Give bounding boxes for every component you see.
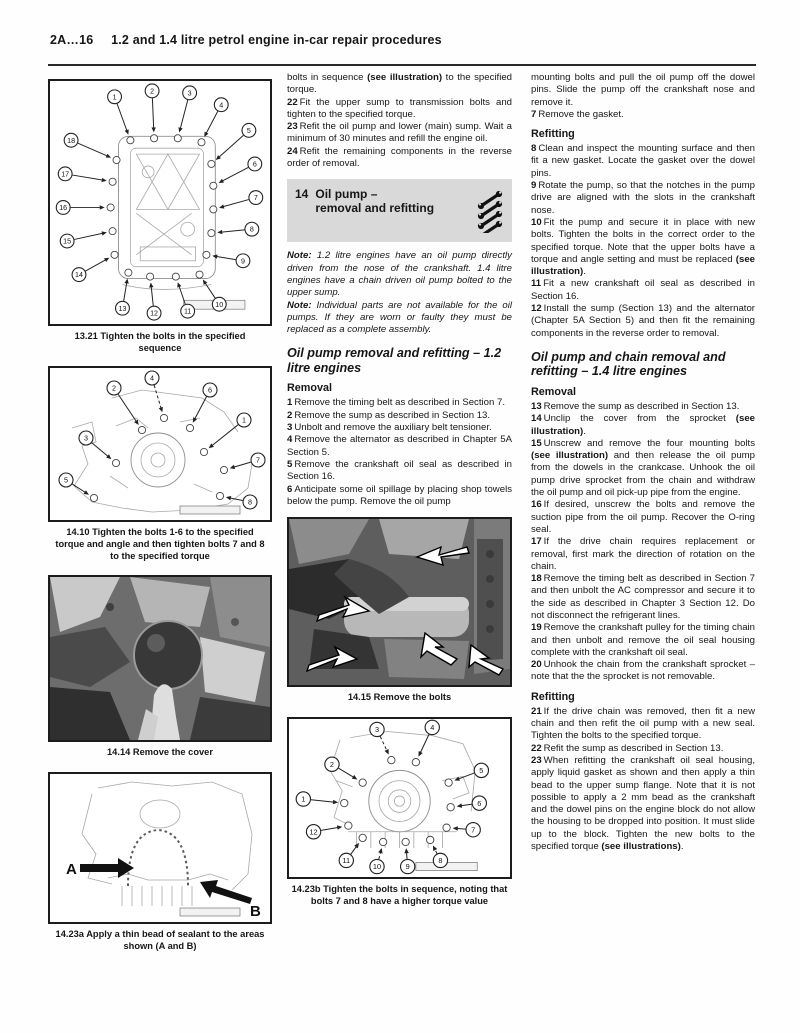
step-paragraph: 4 Remove the alternator as described in Chapter 5A Section 5. bbox=[287, 434, 512, 458]
left-column bbox=[48, 72, 272, 964]
step-paragraph: 20 Unhook the chain from the crankshaft sprocket – note that the the sprocket is not removable. bbox=[531, 659, 755, 683]
svg-text:3: 3 bbox=[84, 433, 88, 443]
svg-text:4: 4 bbox=[219, 101, 224, 110]
step-number: 17 bbox=[531, 536, 542, 548]
svg-text:9: 9 bbox=[240, 257, 245, 266]
svg-text:5: 5 bbox=[479, 766, 484, 776]
photo-remove-cover bbox=[50, 577, 270, 740]
figure-14-23b-caption: 14.23b Tighten the bolts in sequence, noting that bolts 7 and 8 have a higher torque value bbox=[291, 884, 508, 907]
figure-13-21 bbox=[48, 79, 272, 354]
svg-text:10: 10 bbox=[215, 300, 224, 309]
figure-14-14-caption: 14.14 Remove the cover bbox=[107, 747, 213, 757]
middle-column bbox=[287, 72, 512, 919]
step-number: 14 bbox=[531, 413, 542, 425]
svg-text:3: 3 bbox=[187, 89, 192, 98]
step-number: 12 bbox=[531, 303, 542, 315]
step-paragraph: 8 Clean and inspect the mounting surface and then fit a new gasket. Locate the gasket over the dowel pins. bbox=[531, 143, 755, 179]
step-paragraph: 22 Fit the upper sump to transmission bolts and tighten to the specified torque. bbox=[287, 96, 512, 120]
svg-text:12: 12 bbox=[309, 827, 318, 837]
header-rule bbox=[48, 64, 756, 66]
step-number: 10 bbox=[531, 216, 542, 228]
step-paragraph: 23 Refit the oil pump and lower (main) sump. Wait a minimum of 30 minutes and refill the engine oil. bbox=[287, 121, 512, 145]
step-paragraph: 5 Remove the crankshaft oil seal as described in Section 16. bbox=[287, 458, 512, 483]
front-bolt-torque-diagram bbox=[50, 368, 270, 520]
svg-text:2: 2 bbox=[150, 87, 155, 96]
svg-text:14: 14 bbox=[75, 271, 83, 280]
svg-text:8: 8 bbox=[248, 497, 252, 507]
figure-14-23a bbox=[48, 772, 272, 952]
svg-text:1: 1 bbox=[242, 415, 246, 425]
procedure-heading: Refitting bbox=[531, 128, 575, 141]
svg-text:6: 6 bbox=[208, 385, 212, 395]
middle-text-top bbox=[287, 72, 512, 170]
section-title: Oil pump – removal and refitting bbox=[315, 187, 435, 216]
step-number: 9 bbox=[531, 180, 537, 192]
step-paragraph: 21 If the drive chain was removed, then fit a new chain and then refit the oil pump with a new seal. Tighten the bolts to the specified torque. bbox=[531, 705, 755, 742]
section-14-box bbox=[287, 179, 512, 242]
svg-text:7: 7 bbox=[253, 194, 258, 203]
step-paragraph: 6 Anticipate some oil spillage by placing shop towels below the pump. Remove the oil pump bbox=[287, 483, 512, 507]
sealant-bead-diagram bbox=[50, 774, 270, 922]
figure-watermark bbox=[180, 506, 240, 514]
step-number: 16 bbox=[531, 499, 542, 511]
step-number: 24 bbox=[287, 145, 298, 157]
procedure-heading: Removal bbox=[287, 382, 333, 395]
body-paragraph: mounting bolts and pull the oil pump off the dowel pins. Slide the pump off the crankshaft nose and remove it. bbox=[531, 72, 755, 108]
step-number: 15 bbox=[531, 437, 542, 449]
note-paragraph: Note: Individual parts are not available for the oil pumps. If they are worn or faulty they must be replaced as a complete assembly. bbox=[287, 299, 512, 336]
callout-group bbox=[59, 371, 265, 509]
step-paragraph: 10 Fit the pump and secure it in place with new bolts. Tighten the bolts in the correct order to the specified torque. Note that the upper bolts have a torque and angle setting and must be replaced (see illustration). bbox=[531, 216, 755, 278]
callout-group bbox=[56, 84, 262, 320]
svg-text:9: 9 bbox=[405, 862, 410, 872]
page-title: 1.2 and 1.4 litre petrol engine in-car repair procedures bbox=[111, 33, 442, 47]
svg-text:18: 18 bbox=[67, 136, 76, 145]
step-paragraph: 11 Fit a new crankshaft oil seal as described in Section 16. bbox=[531, 278, 755, 302]
right-column bbox=[531, 72, 755, 853]
step-paragraph: 2 Remove the sump as described in Section 13. bbox=[287, 409, 491, 421]
step-number: 6 bbox=[287, 483, 293, 495]
svg-text:10: 10 bbox=[372, 862, 382, 872]
page-header bbox=[50, 33, 442, 47]
page-number: 2A…16 bbox=[50, 33, 94, 47]
svg-text:5: 5 bbox=[246, 126, 251, 135]
label-b: B bbox=[250, 903, 261, 920]
step-paragraph: 14 Unclip the cover from the sprocket (see illustration). bbox=[531, 413, 755, 437]
photo-remove-bolts bbox=[289, 519, 510, 685]
svg-text:2: 2 bbox=[112, 383, 116, 393]
step-paragraph: 17 If the drive chain requires replacement or removal, first mark the direction of rotation on the chain. bbox=[531, 536, 755, 572]
step-number: 8 bbox=[531, 143, 537, 155]
step-paragraph: 23 When refitting the crankshaft oil seal housing, apply liquid gasket as shown and then apply a thin bead to the upper sump flange. Note that it is not possible to apply a 2 mm bead as the crankshaft and the dowel pins on the engine block do not allow the housing to be dropped into position. It must slide up to the block. Tighten the new bolts to the specified torque (see illustrations). bbox=[531, 754, 755, 853]
label-a: A bbox=[66, 861, 77, 878]
section-number: 14 bbox=[295, 187, 309, 202]
step-paragraph: 12 Install the sump (Section 13) and the alternator (Chapter 5A Section 5) and then fit the remaining components in the reverse order to removal. bbox=[531, 303, 755, 339]
step-number: 3 bbox=[287, 422, 293, 434]
figure-14-10 bbox=[48, 366, 272, 562]
step-number: 23 bbox=[531, 754, 542, 766]
svg-text:2: 2 bbox=[329, 760, 335, 770]
procedure-heading: Refitting bbox=[531, 690, 575, 703]
step-number: 22 bbox=[287, 96, 298, 108]
figure-14-15-caption: 14.15 Remove the bolts bbox=[347, 692, 452, 703]
figure-14-15 bbox=[287, 517, 512, 703]
difficulty-spanner-icon bbox=[475, 187, 505, 233]
note-paragraph: Note: 1.2 litre engines have an oil pump directly driven from the nose of the crankshaft. 1.4 litre engines have a chain driven oil pump bolted to the upper sump. bbox=[287, 250, 512, 299]
step-number: 5 bbox=[287, 458, 293, 470]
step-paragraph: 1 Remove the timing belt as described in Section 7. bbox=[287, 397, 505, 409]
svg-text:4: 4 bbox=[430, 723, 435, 733]
step-paragraph: 22 Refit the sump as described in Section 13. bbox=[531, 742, 724, 754]
svg-text:3: 3 bbox=[374, 725, 380, 735]
body-paragraph: bolts in sequence (see illustration) to the specified torque. bbox=[287, 72, 512, 96]
svg-text:11: 11 bbox=[183, 307, 192, 316]
step-number: 13 bbox=[531, 400, 542, 412]
svg-text:16: 16 bbox=[59, 204, 68, 213]
arrow-b bbox=[200, 880, 252, 904]
step-number: 23 bbox=[287, 121, 298, 133]
step-paragraph: 16 If desired, unscrew the bolts and remove the suction pipe from the oil pump. Recover the O-ring seal. bbox=[531, 499, 755, 535]
step-paragraph: 18 Remove the timing belt as described in Section 7 and then unbolt the AC compressor and secure it to the side as described in Chapter 3 Section 12. Do not disconnect the refrigerant lines. bbox=[531, 573, 755, 621]
figure-14-23a-frame bbox=[48, 772, 272, 924]
arrow-a bbox=[80, 858, 134, 878]
svg-text:13: 13 bbox=[118, 304, 127, 313]
right-text bbox=[531, 72, 755, 853]
step-paragraph: 3 Unbolt and remove the auxiliary belt tensioner. bbox=[287, 422, 492, 434]
svg-text:8: 8 bbox=[249, 225, 254, 234]
svg-text:11: 11 bbox=[342, 856, 351, 866]
step-number: 11 bbox=[531, 278, 542, 290]
step-paragraph: 15 Unscrew and remove the four mounting bolts (see illustration) and then release the oil pump from the dowels in the crankcase. Unhook the oil pump drive sprocket from the chain and withdraw the oil pump and oil pick-up pipe from the engine. bbox=[531, 437, 755, 499]
step-number: 7 bbox=[531, 108, 537, 120]
step-number: 2 bbox=[287, 409, 293, 421]
procedure-heading: Removal bbox=[531, 385, 577, 398]
figure-14-14-frame bbox=[48, 575, 272, 742]
subsection-heading: Oil pump and chain removal and refitting – 1.4 litre engines bbox=[531, 349, 726, 379]
step-number: 20 bbox=[531, 659, 542, 671]
step-paragraph: 19 Remove the crankshaft pulley for the timing chain and then unbolt and remove the oil seal housing complete with the crankshaft oil seal. bbox=[531, 622, 755, 658]
svg-text:1: 1 bbox=[112, 93, 117, 102]
figure-14-23b bbox=[287, 717, 512, 907]
step-number: 19 bbox=[531, 622, 542, 634]
step-number: 4 bbox=[287, 434, 293, 446]
step-number: 18 bbox=[531, 573, 542, 585]
svg-text:5: 5 bbox=[64, 475, 68, 485]
svg-text:15: 15 bbox=[63, 237, 72, 246]
svg-text:1: 1 bbox=[301, 794, 306, 804]
step-number: 1 bbox=[287, 397, 293, 409]
figure-14-14 bbox=[48, 575, 272, 758]
svg-text:7: 7 bbox=[471, 825, 476, 835]
figure-14-15-frame bbox=[287, 517, 512, 687]
sump-bolt-sequence-diagram bbox=[50, 81, 270, 324]
step-paragraph: 7 Remove the gasket. bbox=[531, 108, 624, 120]
svg-text:12: 12 bbox=[150, 309, 159, 318]
svg-text:6: 6 bbox=[477, 798, 482, 808]
figure-watermark bbox=[180, 908, 240, 916]
svg-text:7: 7 bbox=[256, 455, 260, 465]
svg-text:6: 6 bbox=[252, 160, 257, 169]
figure-14-23a-caption: 14.23a Apply a thin bead of sealant to the areas shown (A and B) bbox=[55, 929, 265, 951]
step-paragraph: 24 Refit the remaining components in the reverse order of removal. bbox=[287, 145, 512, 170]
middle-text-main bbox=[287, 250, 512, 508]
step-paragraph: 13 Remove the sump as described in Section 13. bbox=[531, 400, 740, 412]
figure-13-21-frame bbox=[48, 79, 272, 326]
svg-text:17: 17 bbox=[61, 170, 70, 179]
figure-14-23b-frame bbox=[287, 717, 512, 879]
figure-14-10-frame bbox=[48, 366, 272, 522]
figure-13-21-caption: 13.21 Tighten the bolts in the specified sequence bbox=[74, 331, 246, 353]
bolt-sequence-diagram-14-23b bbox=[289, 719, 510, 877]
subsection-heading: Oil pump removal and refitting – 1.2 litre engines bbox=[287, 346, 502, 375]
svg-text:4: 4 bbox=[150, 373, 154, 383]
figure-14-10-caption: 14.10 Tighten the bolts 1-6 to the specified torque and angle and then tighten bolts 7 and 8 to the specified torque bbox=[55, 527, 265, 561]
step-paragraph: 9 Rotate the pump, so that the notches in the pump drive are aligned with the slots in the crankshaft nose. bbox=[531, 180, 755, 216]
step-number: 21 bbox=[531, 705, 542, 717]
svg-text:8: 8 bbox=[438, 856, 443, 866]
step-number: 22 bbox=[531, 742, 542, 754]
